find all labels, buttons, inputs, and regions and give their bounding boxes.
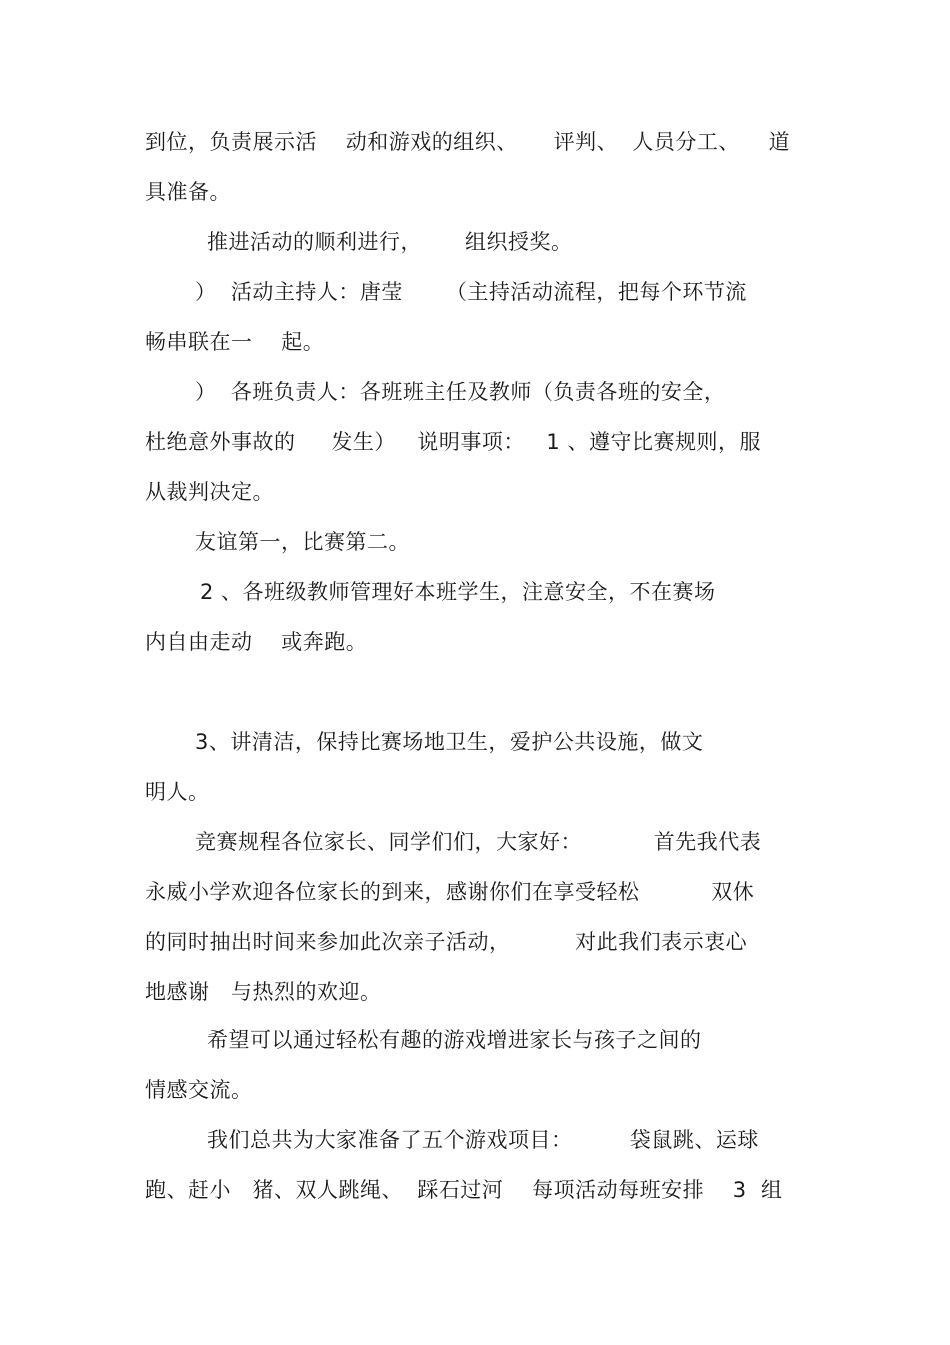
text-line-2: 具准备。 xyxy=(145,180,231,204)
text-line-3: 推进活动的顺利进行， 组织授奖。 xyxy=(207,230,573,254)
text-line-11: 内自由走动 或奔跑。 xyxy=(145,630,368,654)
text-line-18: 希望可以通过轻松有趣的游戏增进家长与孩子之间的 xyxy=(207,1028,702,1052)
text-line-15: 永威小学欢迎各位家长的到来，感谢你们在享受轻松 双休 xyxy=(145,880,755,904)
text-line-19: 情感交流。 xyxy=(145,1078,253,1102)
text-line-7: 杜绝意外事故的 发生） 说明事项： 1 、遵守比赛规则，服 xyxy=(145,430,761,454)
text-line-20: 我们总共为大家准备了五个游戏项目： 袋鼠跳、运球 xyxy=(207,1128,759,1152)
text-line-16: 的同时抽出时间来参加此次亲子活动， 对此我们表示衷心 xyxy=(145,930,748,954)
text-line-9: 友谊第一，比赛第二。 xyxy=(195,530,410,554)
text-line-13: 明人。 xyxy=(145,780,210,804)
text-line-5: 畅串联在一 起。 xyxy=(145,330,325,354)
text-line-4: ） 活动主持人：唐莹 （主持活动流程，把每个环节流 xyxy=(195,280,747,304)
text-line-17: 地感谢 与热烈的欢迎。 xyxy=(145,980,382,1004)
text-line-8: 从裁判决定。 xyxy=(145,480,274,504)
text-line-6: ） 各班负责人：各班班主任及教师（负责各班的安全， xyxy=(195,380,726,404)
text-line-21: 跑、赶小 猪、双人跳绳、 踩石过河 每项活动每班安排 3 组 xyxy=(145,1178,783,1202)
text-line-12: 3、讲清洁，保持比赛场地卫生，爱护公共设施，做文 xyxy=(195,730,704,754)
text-line-14: 竞赛规程各位家长、同学们们，大家好： 首先我代表 xyxy=(195,830,762,854)
text-line-1: 到位，负责展示活 动和游戏的组织、 评判、 人员分工、 道 xyxy=(145,130,791,154)
text-line-10: 2 、各班级教师管理好本班学生，注意安全，不在赛场 xyxy=(200,580,716,604)
